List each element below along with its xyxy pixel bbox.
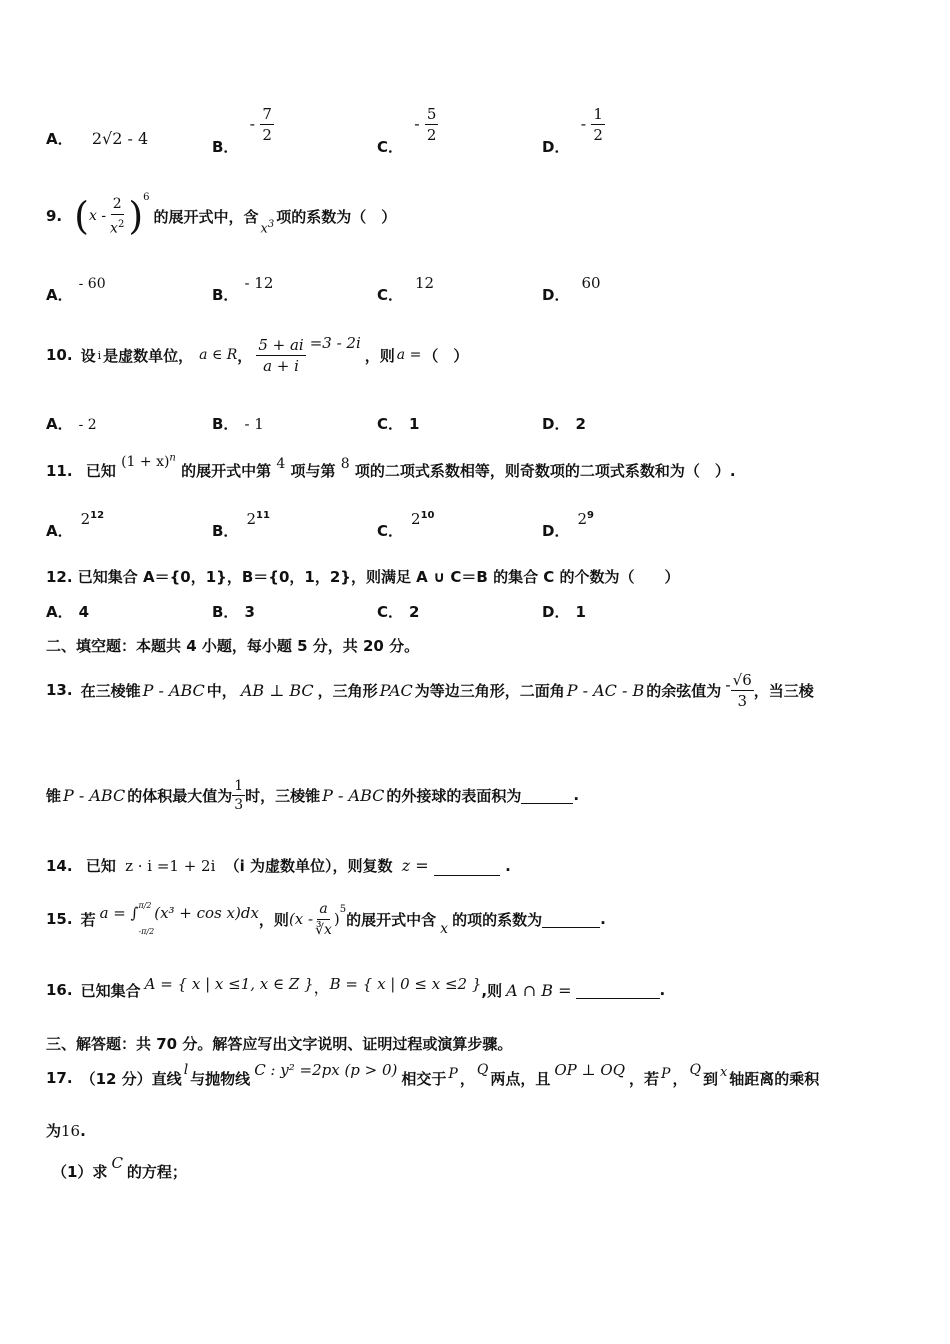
question-13: 13. 在三棱锥 P - ABC 中， AB ⊥ BC ，三角形 PAC 为等边三角形，二面角 P - AC - B 的余弦值为 - $\frac{√6}{3}$ ，当三棱 bbox=[46, 670, 814, 710]
q9-option-d: D．60 bbox=[542, 274, 601, 304]
q13-answer-blank bbox=[521, 787, 573, 804]
q8-option-a-value: 2√2 - 4 bbox=[91, 129, 149, 148]
q8-option-d: D． - $\frac{1}{2}$ bbox=[542, 105, 603, 156]
q10-option-c: C． 1 bbox=[377, 415, 420, 433]
question-17-part-1: （1）求 C 的方程； bbox=[52, 1154, 187, 1181]
q14-answer-blank bbox=[434, 859, 500, 876]
q13-volume-fraction: $\frac{1}{3}$ bbox=[234, 777, 244, 813]
q11-option-d: D．$2^9$ bbox=[542, 510, 594, 540]
section-3-title: 三、解答题：共 70 分。解答应写出文字说明、证明过程或演算步骤。 bbox=[46, 1035, 513, 1053]
q12-option-d: D． 1 bbox=[542, 603, 586, 621]
section-2-title: 二、填空题：本题共 4 小题，每小题 5 分，共 20 分。 bbox=[46, 637, 420, 655]
q8-option-b: B． - $\frac{7}{2}$ bbox=[212, 105, 272, 156]
question-11: 11. 已知 $(1 + x)^n$ 的展开式中第 4 项与第 8 项的二项式系数相等，则奇数项的二项式系数和为（ ）. bbox=[46, 452, 736, 480]
q9-option-c: C．12 bbox=[377, 274, 435, 304]
question-13-line-2: 锥 P - ABC 的体积最大值为 $\frac{1}{3}$ 时，三棱锥 P - ABC 的外接球的表面积为 . bbox=[46, 777, 580, 813]
question-10: 10. 设 i 是虚数单位， a ∈ R ， $\frac{5 + ai}{a + i}$ =3 - 2i ，则 a = （ ） bbox=[46, 334, 469, 375]
q8-option-d-fraction: $\frac{1}{2}$ bbox=[593, 105, 603, 144]
q8-option-b-fraction: $\frac{7}{2}$ bbox=[262, 105, 272, 144]
question-15: 15. 若 a = ∫ π/2 -π/2 (x³ + cos x)dx ，则 (x - $\frac{a}{∛x}$ ) 5 的展开式中含 x 的项的系数为 . bbox=[46, 892, 606, 946]
q8-option-a: A． 2√2 - 4 bbox=[46, 129, 149, 148]
q10-option-d: D． 2 bbox=[542, 415, 586, 433]
q8-option-c-fraction: $\frac{5}{2}$ bbox=[426, 105, 437, 144]
question-14: 14. 已知 z · i =1 + 2i （i 为虚数单位），则复数 z = . bbox=[46, 856, 511, 875]
q8-option-c: C． - $\frac{5}{2}$ bbox=[377, 105, 437, 156]
q12-option-b: B． 3 bbox=[212, 603, 255, 621]
q15-integral-bounds: π/2 -π/2 bbox=[138, 901, 155, 936]
question-17-line-2: 为16. bbox=[46, 1122, 86, 1140]
question-16: 16. 已知集合 A = { x | x ≤1, x ∈ Z } ， B = { x | 0 ≤ x ≤2 } ,则 A ∩ B = . bbox=[46, 975, 666, 1000]
q9-option-b: B．- 12 bbox=[212, 274, 274, 304]
question-12: 12. 已知集合 A＝{0，1}，B＝{0，1，2}，则满足 A ∪ C＝B 的集合 C 的个数为（ ） bbox=[46, 568, 680, 586]
q11-option-b: B．$2^{11}$ bbox=[212, 510, 270, 540]
q15-fraction: $\frac{a}{∛x}$ bbox=[315, 900, 332, 938]
q11-option-c: C．$2^{10}$ bbox=[377, 510, 435, 540]
q10-option-b: B． - 1 bbox=[212, 415, 264, 433]
question-17: 17. （12 分）直线 l 与抛物线 C : y² =2px (p > 0) 相交于 P ， Q 两点，且 OP ⊥ OQ ，若 P ， Q 到 x 轴距离的乘积 bbox=[46, 1061, 820, 1088]
q15-answer-blank bbox=[542, 911, 600, 928]
q10-option-a: A． - 2 bbox=[46, 415, 97, 433]
q16-answer-blank bbox=[576, 982, 660, 999]
q11-option-a: A．$2^{12}$ bbox=[46, 510, 105, 540]
q10-fraction: $\frac{5 + ai}{a + i}$ bbox=[258, 335, 304, 375]
q13-cos-fraction: $\frac{√6}{3}$ bbox=[732, 670, 752, 710]
question-9: 9. ( x - $\frac{2}{x^2}$ ) 6 的展开式中，含 $x^3$ 项的系数为（ ） bbox=[46, 192, 397, 238]
q12-option-a: A． 4 bbox=[46, 603, 90, 621]
q11-expression: $(1 + x)^n$ bbox=[121, 452, 176, 470]
q9-option-a: A．- 60 bbox=[46, 276, 106, 304]
q12-option-c: C． 2 bbox=[377, 603, 420, 621]
